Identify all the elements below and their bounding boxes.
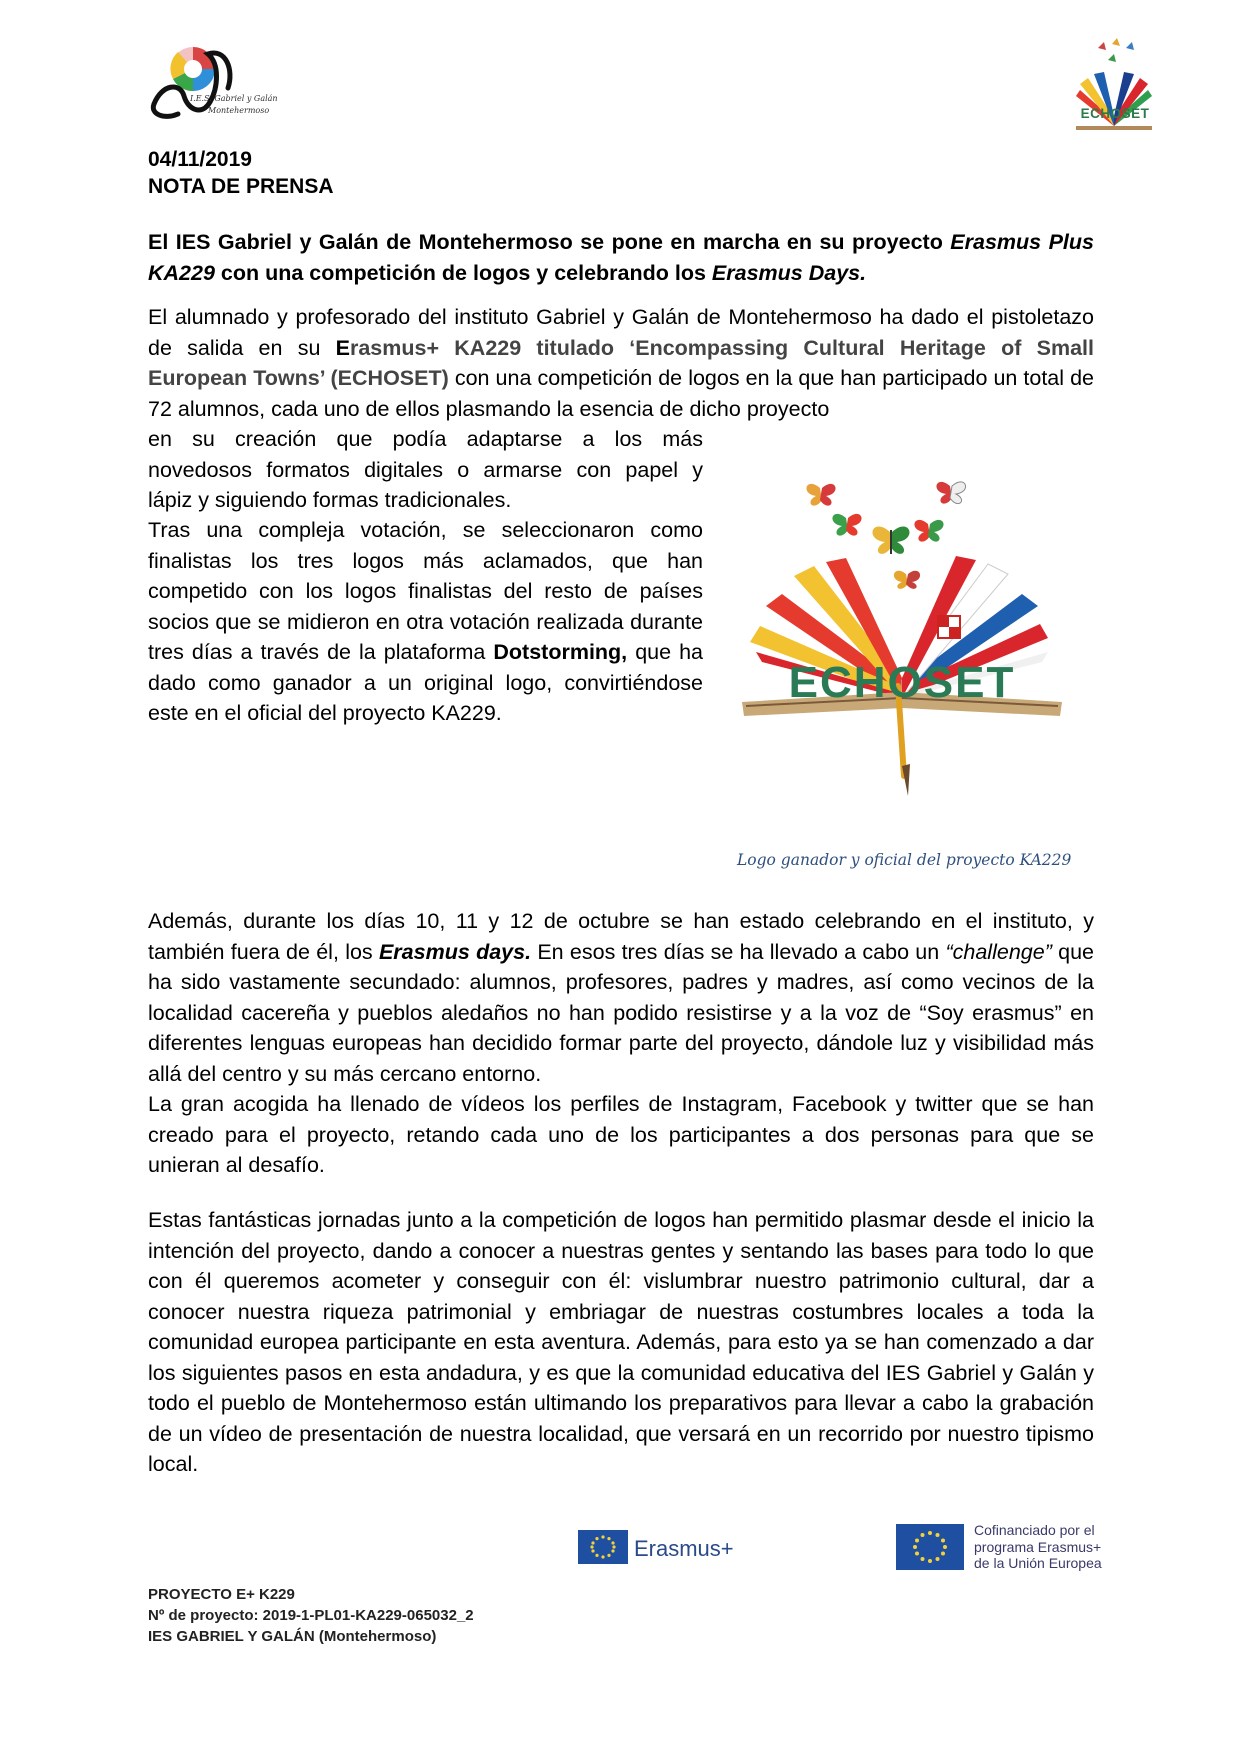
paragraph-1 — [148, 302, 1094, 424]
paragraph-3 — [148, 515, 703, 729]
eu-cofunded-line-1: Cofinanciado por el — [974, 1522, 1095, 1538]
footer-project-label: PROYECTO E+ K229 — [148, 1586, 295, 1603]
eu-flag-icon — [578, 1530, 628, 1564]
paragraph-1-bold-1: E — [335, 335, 350, 360]
paragraph-2-line-3: lápiz y siguiendo formas tradicionales. — [148, 488, 512, 512]
document-type: NOTA DE PRENSA — [148, 175, 334, 198]
paragraph-6: Estas fantásticas jornadas junto a la competición de logos han permitido plasmar desde el inicio la intención del proyecto, dando a conocer a nuestras gentes y sentando las bases para todo lo que con él queremos acometer y conseguir con él: vislumbrar nuestro patrimonio cultural, dar a conocer nuestra riqueza patrimonial y embriagar de nuestras costumbres locales a toda la comunidad europea participante en esta aventura. Además, para esto ya se han comenzado a dar los siguientes pasos en esta andadura, y es que la comunidad educativa del IES Gabriel y Galán y todo el pueblo de Montehermoso están ultimando los preparativos para llevar a cabo la grabación de un vídeo de presentación de nuestra localidad, que versará en un recorrido por nuestro tipismo local. — [148, 1208, 1094, 1476]
paragraph-3-bold-1: Dotstorming, — [493, 640, 628, 664]
echoset-logo-graphic — [742, 466, 1062, 806]
paragraph-1-text-2: con una competición de logos en la que han participado un total de 72 alumnos, cada uno de ellos plasmando la esencia de dicho proyecto — [148, 366, 1095, 421]
paragraph-4-text-3: que ha sido vastamente secundado: alumnos, profesores, padres y madres, así como vecinos de la localidad cacereña y pueblos aledaños no han podido resistirse y a la voz de “Soy erasmus” en diferentes lenguas europeas han decidido formar parte del proyecto, dándole luz y visibilidad más allá del centro y su más cercano entorno. — [148, 939, 1095, 1086]
school-logo-text-2: Montehermoso — [208, 106, 270, 115]
paragraph-4-italic: “challenge” — [945, 939, 1052, 964]
paragraph-4 — [148, 906, 1094, 1089]
eu-stars-icon — [896, 1524, 964, 1570]
eu-cofunded-text — [974, 1522, 1102, 1572]
footer-project-number: Nº de proyecto: 2019-1-PL01-KA229-065032_2 — [148, 1607, 474, 1624]
eu-cofunded-logo — [896, 1522, 1126, 1574]
paragraph-3-text-1: Tras una compleja votación, se seleccionaron como finalistas los tres logos más aclamados, que han competido con los logos finalistas del resto de países socios que se midieron en otra votación realizada durante tres días a través de la plataforma — [148, 518, 703, 664]
headline-part-1: El IES Gabriel y Galán de Montehermoso se pone en marcha en su proyecto — [148, 230, 951, 254]
paragraph-1-text-1: El alumnado y profesorado del instituto Gabriel y Galán de Montehermoso ha dado el pistoletazo de salida en su — [148, 305, 1094, 360]
echoset-logo-text: ECHOSET — [788, 658, 1016, 707]
eu-cofunded-line-3: de la Unión Europea — [974, 1555, 1102, 1571]
footer-school-name: IES GABRIEL Y GALÁN (Montehermoso) — [148, 1628, 437, 1645]
echoset-logo-small — [1068, 34, 1160, 154]
school-logo — [148, 44, 298, 124]
eu-stars-icon — [578, 1530, 628, 1564]
echoset-logo-small-graphic — [1068, 34, 1160, 154]
butterflies-icon — [806, 482, 965, 589]
eu-cofunded-line-2: programa Erasmus+ — [974, 1538, 1102, 1555]
erasmus-plus-logo — [578, 1530, 748, 1566]
paragraph-2 — [148, 424, 703, 516]
headline-part-2: con una competición de logos y celebrando los — [214, 260, 712, 285]
paragraph-5: La gran acogida ha llenado de vídeos los perfiles de Instagram, Facebook y twitter que se han creado para el proyecto, retando cada uno de los participantes a dos personas para que se unieran al desafío. — [148, 1092, 1094, 1177]
paragraph-3-text-2: que ha dado como ganador a un original logo, convirtiéndose este en el oficial del proyecto KA229. — [148, 640, 704, 725]
echoset-logo-figure — [742, 466, 1062, 806]
headline — [148, 227, 1094, 288]
echoset-logo-small-text: ECHOSET — [1080, 106, 1150, 121]
paragraph-4-bold-italic: Erasmus days. — [378, 939, 532, 964]
butterflies-icon — [1098, 38, 1134, 62]
paragraph-2-line-2: novedosos formatos digitales o armarse con papel y — [148, 457, 703, 482]
figure-caption: Logo ganador y oficial del proyecto KA229 — [737, 851, 1072, 869]
eu-flag-icon — [896, 1524, 964, 1570]
paragraph-4-text-2: En esos tres días se ha llevado a cabo un — [531, 939, 946, 964]
headline-italic-1: Erasmus Plus KA229 — [148, 230, 1094, 285]
paragraph-4-text-1: Además, durante los días 10, 11 y 12 de octubre se han estado celebrando en el instituto, y también fuera de él, los — [148, 909, 1094, 964]
footer-info — [148, 1584, 474, 1647]
erasmus-plus-text: Erasmus+ — [634, 1536, 734, 1561]
document-date: 04/11/2019 — [148, 148, 252, 171]
paragraph-1-bold-2: rasmus+ KA229 titulado ‘Encompassing Cultural Heritage of Small European Towns’ (ECHOSET) — [148, 335, 1094, 390]
school-logo-text-1: I.E.S. Gabriel y Galán — [190, 94, 278, 103]
headline-italic-2: Erasmus Days. — [711, 260, 867, 285]
paragraph-2-line-1: en su creación que podía adaptarse a los más — [148, 427, 703, 451]
open-book-icon — [1076, 72, 1152, 130]
